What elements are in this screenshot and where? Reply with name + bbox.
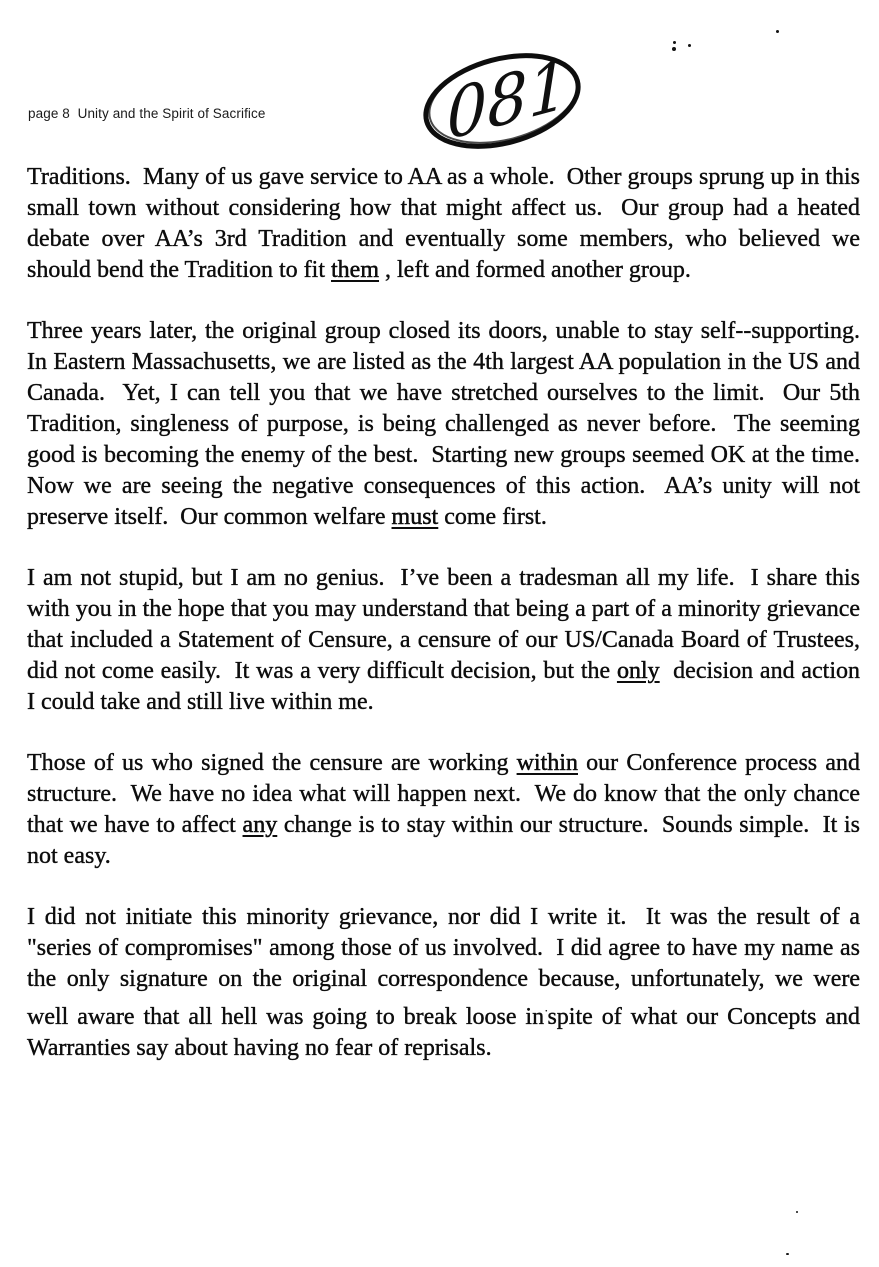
text-run: change is to stay within our structure. Sounds simple. It is not easy. xyxy=(27,812,867,869)
paragraph xyxy=(27,316,872,533)
scan-speck-glyph: · xyxy=(544,1003,548,1018)
paragraph xyxy=(27,162,866,286)
text-run: come first. xyxy=(438,504,547,530)
text-run: , left and formed another group. xyxy=(379,257,691,283)
paragraph xyxy=(27,902,866,1064)
page-number-stamp xyxy=(415,40,599,166)
underlined-text: must xyxy=(391,504,439,530)
scan-artifact xyxy=(688,44,691,47)
document-body xyxy=(27,162,872,1094)
underlined-text: any xyxy=(242,812,278,838)
scan-artifact xyxy=(786,1253,789,1255)
text-run: I did not initiate this minority grievance, nor did I write it. It was the result of a "series of compromises" among those of us involved. I did agree to have my name as the only signature on the original correspondence because, unfortunately, we were well aware that all hell was going to break loose in xyxy=(27,904,866,1030)
underlined-text: them xyxy=(331,257,380,283)
text-run: Three years later, the original group closed its doors, unable to stay self--supporting. In Eastern Massachusetts, we are listed as the 4th largest AA population in the US and Canada. Yet, I can tell you that we have stretched ourselves to the limit. Our 5th Tradition, singleness of purpose, is being challenged as never before. The seeming good is becoming the enemy of the best. Starting new groups seemed OK at the time. Now we are seeing the negative consequences of this action. AA’s unity will not preserve itself. Our common welfare xyxy=(27,318,872,530)
underlined-text: only xyxy=(616,658,660,684)
page-header: page 8 Unity and the Spirit of Sacrifice xyxy=(28,106,266,121)
text-run: Those of us who signed the censure are working xyxy=(27,750,517,776)
text-run: I am not stupid, but I am no genius. I’ve been a tradesman all my life. I share this with you in the hope that you may understand that being a part of a minority grievance that included a Statement of Censure, a censure of our US/Canada Board of Trustees, did not come easily. It was a very difficult decision, but the xyxy=(27,565,866,684)
scan-artifact xyxy=(796,1211,798,1213)
text-run: spite of what our Concepts and Warranties say about having no fear of reprisals. xyxy=(27,1004,866,1061)
scan-artifact xyxy=(776,30,779,33)
paragraph xyxy=(27,563,867,718)
paragraph xyxy=(27,748,867,872)
text-run: our Conference process and structure. We have no idea what will happen next. We do know that the only chance that we have to affect xyxy=(27,750,866,838)
underlined-text: within xyxy=(516,750,578,776)
scan-artifact xyxy=(673,41,676,44)
scan-artifact xyxy=(672,47,676,51)
text-run: Traditions. Many of us gave service to AA as a whole. Other groups sprung up in this small town without considering how that might affect us. Our group had a heated debate over AA’s 3rd Tradition and eventually some members, who believed we should bend the Tradition to fit xyxy=(27,164,866,283)
text-run: decision and action I could take and still live within me. xyxy=(27,658,867,715)
stamp-number: 081 xyxy=(446,43,570,156)
